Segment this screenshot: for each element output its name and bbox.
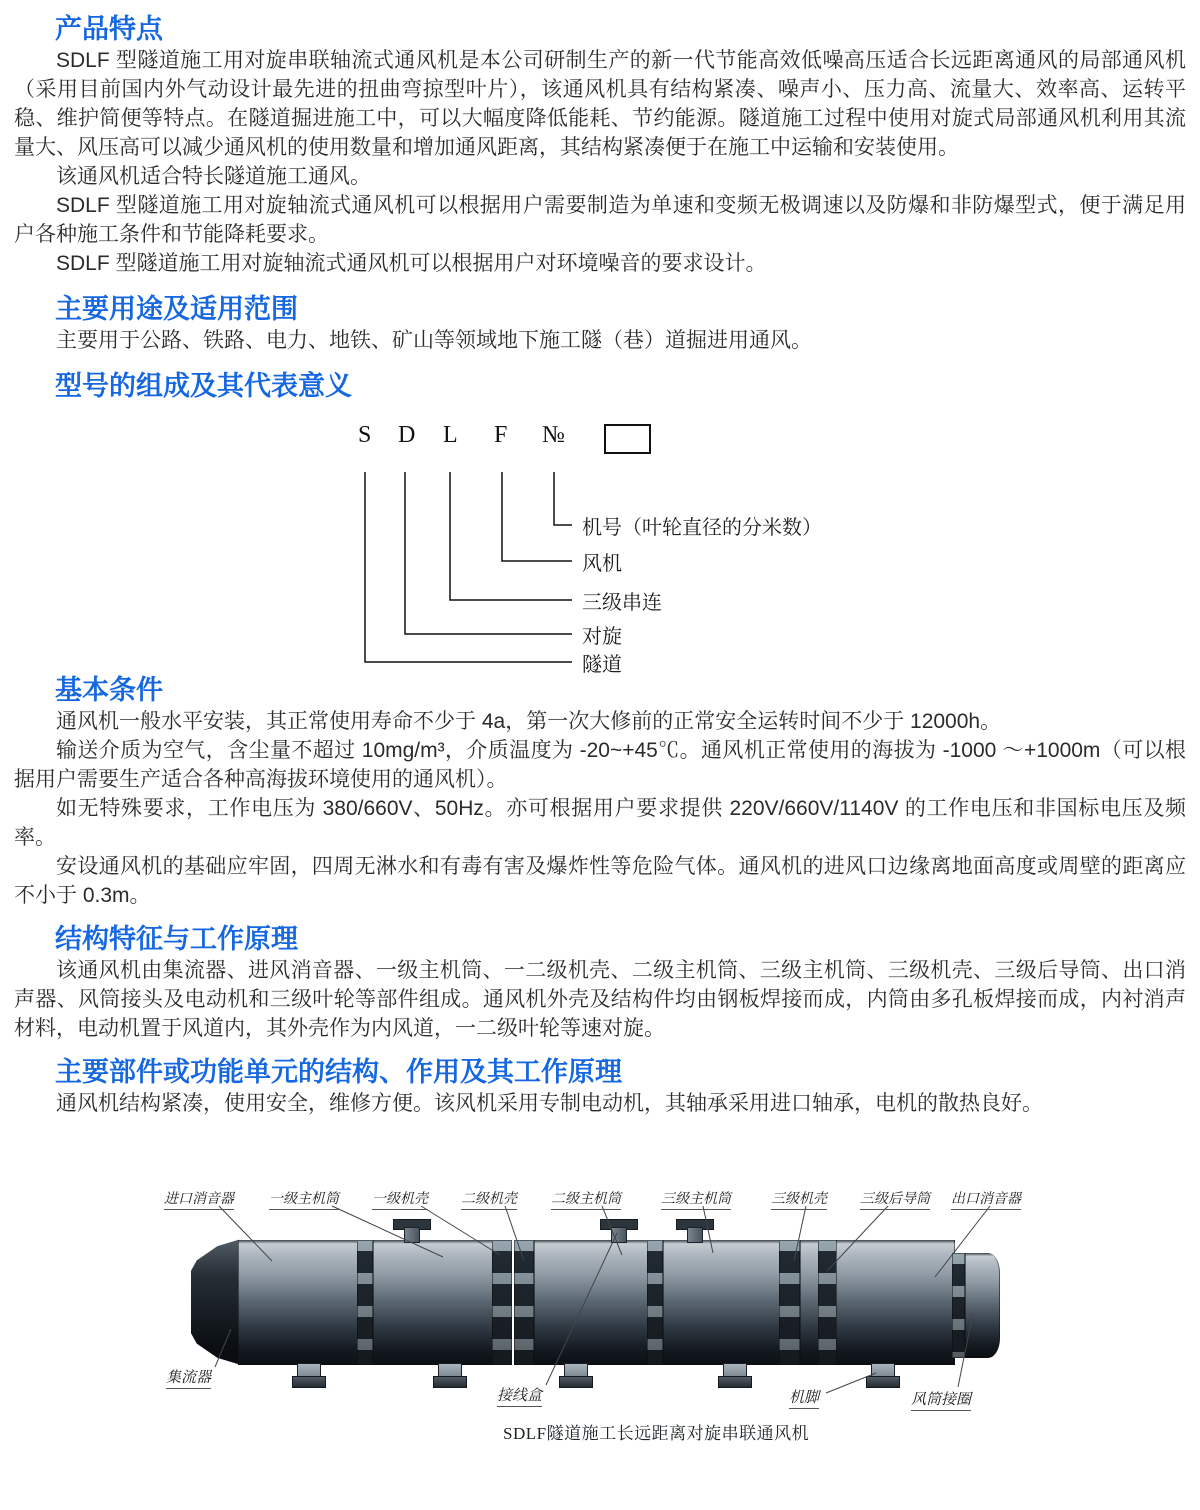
model-letter-d: D <box>398 422 416 448</box>
model-letter-f: F <box>494 422 508 448</box>
model-letter-s: S <box>358 422 372 448</box>
heading-product-features: 产品特点 <box>55 14 163 44</box>
fan-label-outlet-silencer: 出口消音器 <box>951 1188 1021 1210</box>
structure-paragraph: 该通风机由集流器、进风消音器、一级主机筒、一二级机壳、二级主机筒、三级主机筒、三级机壳、三级后导筒、出口消声器、风筒接头及电动机和三级叶轮等部件组成。通风机外壳及结构件均由钢板焊接而成，内筒由多孔板焊接而成，内衬消声材料，电动机置于风道内，其外壳作为内风道，一二级叶轮等速对旋。 <box>14 959 1186 1040</box>
basic-paragraph-2: 输送介质为空气，含尘量不超过 10mg/m³，介质温度为 -20~+45℃。通风机正常使用的海拔为 -1000 ～+1000m（可以根据用户需要生产适合各种高海拔环境使用的通风机）。 <box>14 739 1186 791</box>
fan-label-stage1-casing: 一级机壳 <box>372 1188 428 1210</box>
fan-label-stage3-main-cylinder: 三级主机筒 <box>661 1188 731 1210</box>
features-paragraph-4: SDLF 型隧道施工用对旋轴流式通风机可以根据用户对环境噪音的要求设计。 <box>56 252 767 275</box>
model-composition-diagram <box>14 403 1186 676</box>
document-content <box>0 12 1200 1118</box>
fan-label-inlet-silencer: 进口消音器 <box>164 1188 234 1210</box>
fan-assembly-diagram <box>0 1173 1200 1483</box>
usage-paragraph: 主要用于公路、铁路、电力、地铁、矿山等领域地下施工隧（巷）道掘进用通风。 <box>56 329 812 352</box>
fan-diagram-caption: SDLF隧道施工长远距离对旋串联通风机 <box>503 1424 810 1443</box>
model-letter-no: № <box>542 422 565 448</box>
fan-label-stage3-rear-guide: 三级后导筒 <box>860 1188 930 1210</box>
basic-paragraph-3: 如无特殊要求，工作电压为 380/660V、50Hz。亦可根据用户要求提供 220V/660V/1140V 的工作电压和非国标电压及频率。 <box>14 797 1186 849</box>
model-label-fan: 风机 <box>582 553 622 575</box>
basic-paragraph-4: 安设通风机的基础应牢固，四周无淋水和有毒有害及爆炸性等危险气体。通风机的进风口边缘离地面高度或周壁的距离应不小于 0.3m。 <box>14 855 1186 907</box>
heading-model-composition: 型号的组成及其代表意义 <box>55 371 352 401</box>
heading-main-components: 主要部件或功能单元的结构、作用及其工作原理 <box>55 1057 622 1087</box>
features-paragraph-2: 该通风机适合特长隧道施工通风。 <box>56 165 371 188</box>
fan-label-stage2-main-cylinder: 二级主机筒 <box>551 1188 621 1210</box>
fan-label-junction-box: 接线盒 <box>497 1384 542 1407</box>
model-number-box <box>604 424 651 454</box>
fan-label-stage3-casing: 三级机壳 <box>771 1188 827 1210</box>
features-paragraph-1: SDLF 型隧道施工用对旋串联轴流式通风机是本公司研制生产的新一代节能高效低噪高压适合长远距离通风的局部通风机（采用目前国内外气动设计最先进的扭曲弯掠型叶片），该通风机具有结构紧凑、噪声小、压力高、流量大、效率高、运转平稳、维护简便等特点。在隧道掘进施工中，可以大幅度降低能耗、节约能源。隧道施工过程中使用对旋式局部通风机利用其流量大、风压高可以减少通风机的使用数量和增加通风距离，其结构紧凑便于在施工中运输和安装使用。 <box>14 49 1186 159</box>
heading-usage-scope: 主要用途及适用范围 <box>55 294 298 324</box>
fan-label-machine-foot: 机脚 <box>789 1386 819 1409</box>
fan-label-stage1-main-cylinder: 一级主机筒 <box>269 1188 339 1210</box>
model-label-fan-number: 机号（叶轮直径的分米数） <box>582 517 822 539</box>
components-paragraph: 通风机结构紧凑，使用安全，维修方便。该风机采用专制电动机，其轴承采用进口轴承，电机的散热良好。 <box>56 1092 1043 1115</box>
model-label-tunnel: 隧道 <box>582 654 622 676</box>
heading-basic-conditions: 基本条件 <box>55 675 163 705</box>
features-paragraph-3: SDLF 型隧道施工用对旋轴流式通风机可以根据用户需要制造为单速和变频无极调速以及防爆和非防爆型式，便于满足用户各种施工条件和节能降耗要求。 <box>14 194 1186 246</box>
model-label-three-stage-series: 三级串连 <box>582 592 662 614</box>
fan-label-collector: 集流器 <box>166 1366 211 1389</box>
fan-label-stage2-casing: 二级机壳 <box>461 1188 517 1210</box>
basic-paragraph-1: 通风机一般水平安装，其正常使用寿命不少于 4a，第一次大修前的正常安全运转时间不少于 12000h。 <box>56 710 1002 733</box>
heading-structure-principle: 结构特征与工作原理 <box>55 924 298 954</box>
model-label-counter-rotating: 对旋 <box>582 626 622 648</box>
model-letter-l: L <box>443 422 458 448</box>
fan-label-duct-ring: 风筒接圈 <box>911 1388 971 1411</box>
